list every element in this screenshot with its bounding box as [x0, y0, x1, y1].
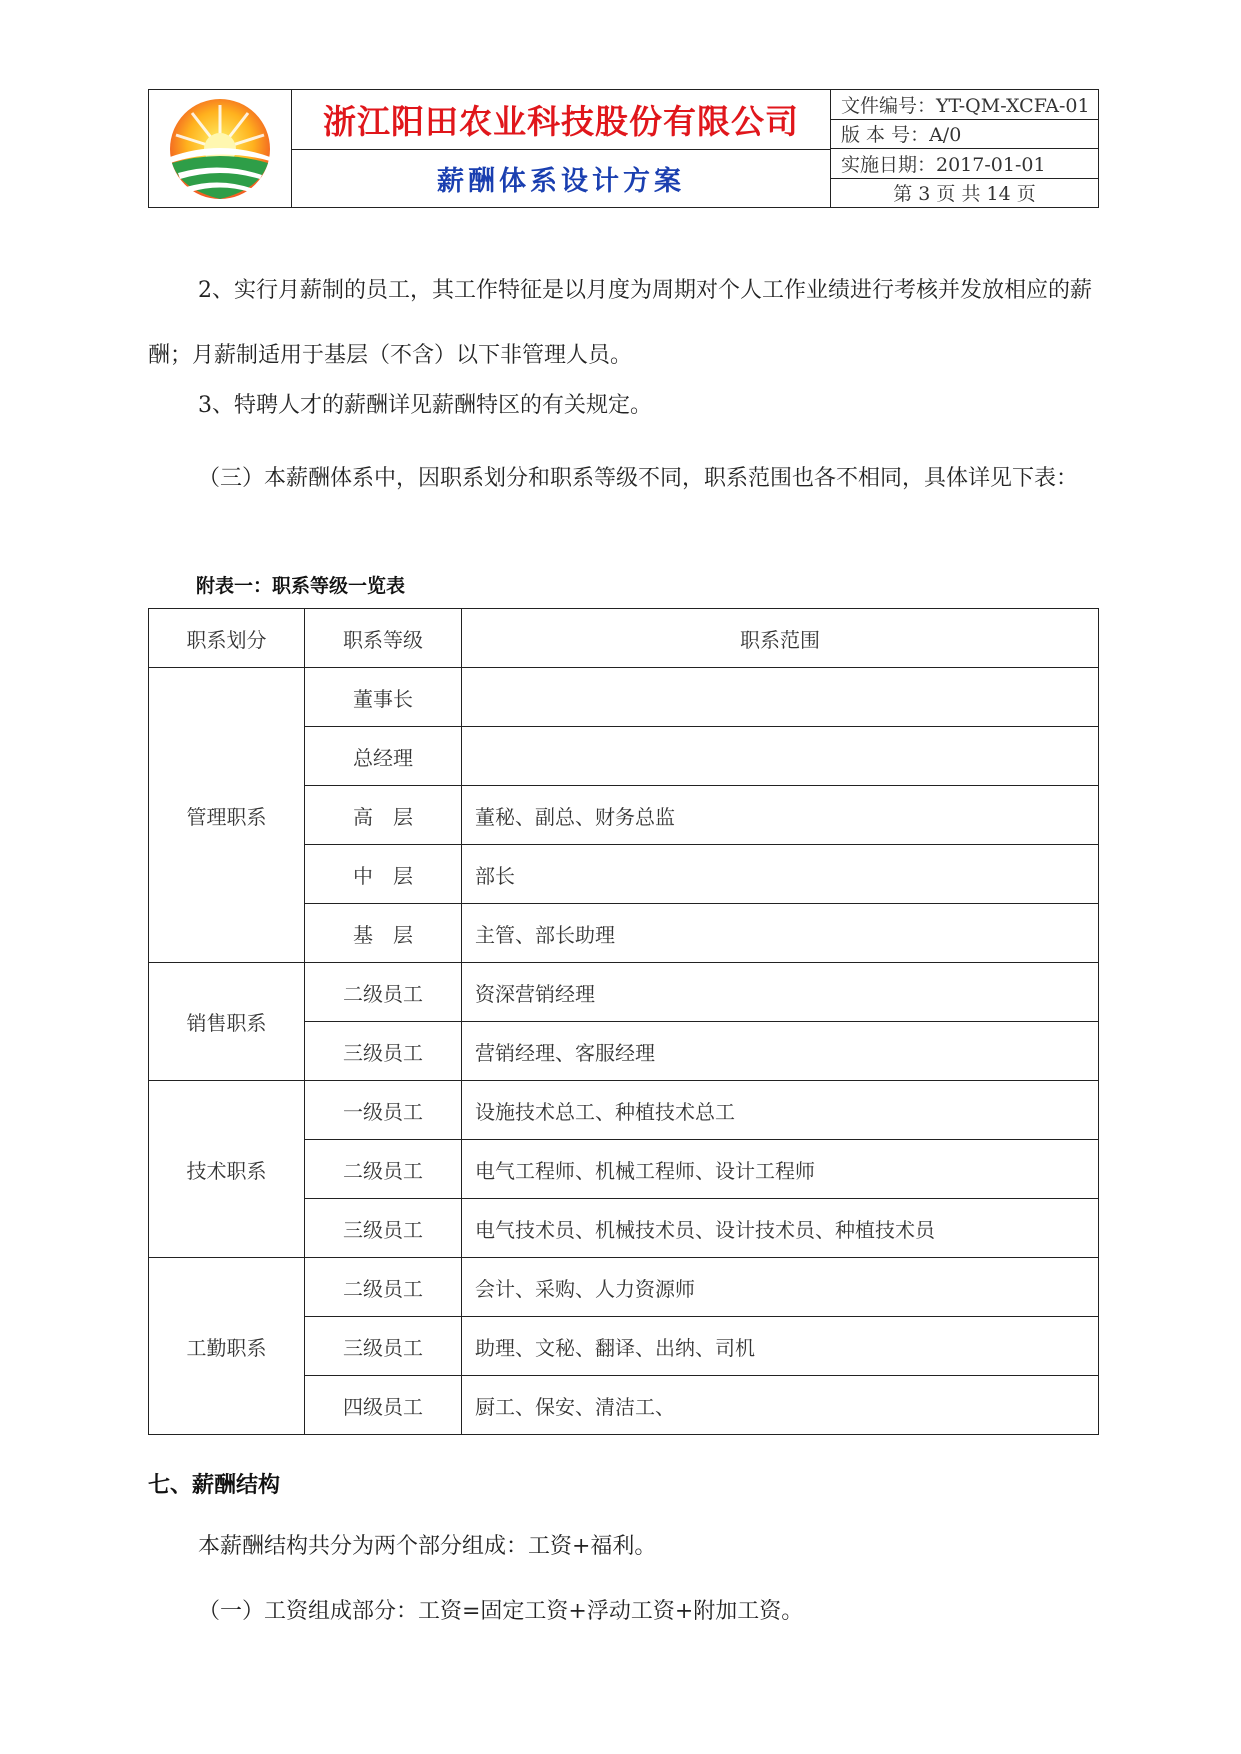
level-cell: 中 层	[305, 845, 462, 904]
table-row	[149, 668, 1099, 727]
document-header	[148, 89, 1099, 208]
level-cell: 基 层	[305, 904, 462, 963]
scope-cell: 资深营销经理	[462, 963, 1099, 1022]
level-cell: 二级员工	[305, 1258, 462, 1317]
header-scope: 职系范围	[462, 609, 1099, 668]
paragraph-special-talent: 3、特聘人才的薪酬详见薪酬特区的有关规定。	[198, 393, 652, 418]
level-cell: 二级员工	[305, 963, 462, 1022]
table-row	[149, 1081, 1099, 1140]
doc-version: 版 本 号：A/0	[831, 120, 1098, 150]
level-cell: 董事长	[305, 668, 462, 727]
division-cell: 管理职系	[149, 668, 305, 963]
scope-cell: 电气工程师、机械工程师、设计工程师	[462, 1140, 1099, 1199]
doc-date: 实施日期：2017-01-01	[831, 149, 1098, 179]
doc-number: 文件编号：YT-QM-XCFA-01	[831, 90, 1098, 120]
scope-cell: 部长	[462, 845, 1099, 904]
division-cell: 技术职系	[149, 1081, 305, 1258]
scope-cell	[462, 727, 1099, 786]
scope-cell: 厨工、保安、清洁工、	[462, 1376, 1099, 1435]
sun-over-fields-logo-icon	[164, 97, 276, 201]
division-cell: 销售职系	[149, 963, 305, 1081]
scope-cell: 主管、部长助理	[462, 904, 1099, 963]
table-caption: 附表一：职系等级一览表	[196, 575, 406, 597]
paragraph-grade-scope: （三）本薪酬体系中，因职系划分和职系等级不同，职系范围也各不相同，具体详见下表：	[198, 466, 1079, 491]
scope-cell: 董秘、副总、财务总监	[462, 786, 1099, 845]
paragraph-wage-composition: （一）工资组成部分：工资=固定工资+浮动工资+附加工资。	[198, 1599, 804, 1624]
header-level: 职系等级	[305, 609, 462, 668]
document-meta	[831, 90, 1098, 207]
paragraph-monthly-salary: 2、实行月薪制的员工，其工作特征是以月度为周期对个人工作业绩进行考核并发放相应的薪酬；月薪制适用于基层（不含）以下非管理人员。	[148, 278, 1093, 368]
company-name: 浙江阳田农业科技股份有限公司	[292, 90, 830, 150]
level-cell: 总经理	[305, 727, 462, 786]
job-grade-table	[148, 608, 1099, 1435]
level-cell: 三级员工	[305, 1199, 462, 1258]
level-cell: 三级员工	[305, 1022, 462, 1081]
scope-cell: 会计、采购、人力资源师	[462, 1258, 1099, 1317]
level-cell: 四级员工	[305, 1376, 462, 1435]
scope-cell	[462, 668, 1099, 727]
document-title: 薪酬体系设计方案	[437, 166, 685, 197]
header-division: 职系划分	[149, 609, 305, 668]
section-title: 七、薪酬结构	[148, 1473, 281, 1498]
table-row	[149, 963, 1099, 1022]
level-cell: 一级员工	[305, 1081, 462, 1140]
paragraph-structure: 本薪酬结构共分为两个部分组成：工资+福利。	[198, 1534, 657, 1559]
level-cell: 三级员工	[305, 1317, 462, 1376]
scope-cell: 助理、文秘、翻译、出纳、司机	[462, 1317, 1099, 1376]
table-row	[149, 1258, 1099, 1317]
level-cell: 高 层	[305, 786, 462, 845]
scope-cell: 营销经理、客服经理	[462, 1022, 1099, 1081]
table-header-row	[149, 609, 1099, 668]
page-number: 第 3 页 共 14 页	[893, 183, 1036, 206]
scope-cell: 设施技术总工、种植技术总工	[462, 1081, 1099, 1140]
division-cell: 工勤职系	[149, 1258, 305, 1435]
company-logo	[149, 90, 292, 207]
level-cell: 二级员工	[305, 1140, 462, 1199]
scope-cell: 电气技术员、机械技术员、设计技术员、种植技术员	[462, 1199, 1099, 1258]
